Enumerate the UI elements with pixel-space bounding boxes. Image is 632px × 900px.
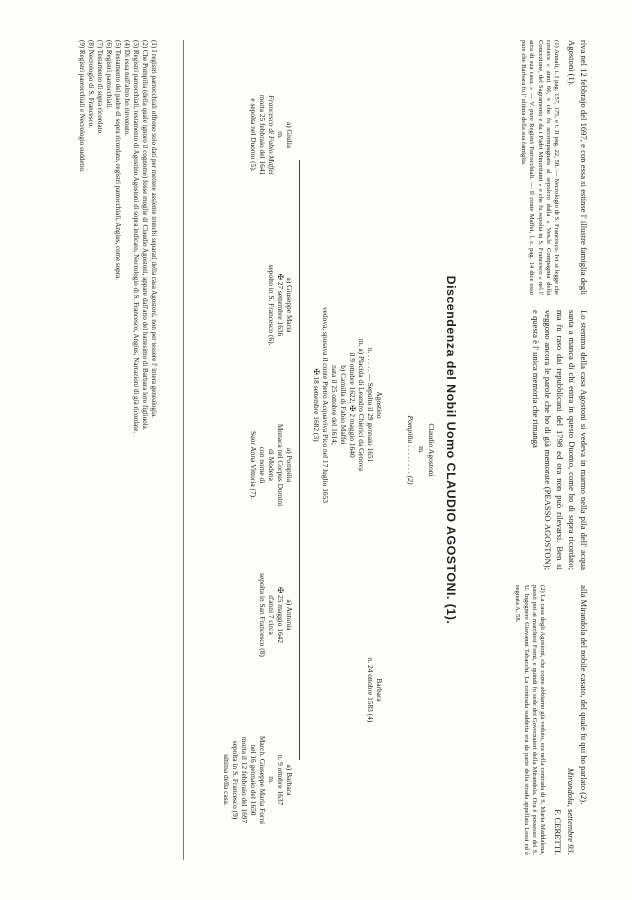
child-label: a) Pompilia — [285, 447, 294, 483]
child-line: March. Giuseppe Maria Forni — [258, 735, 267, 825]
agostino-line: ✠ 18 settembre 1682 (3) — [312, 368, 321, 442]
middle-paragraph: Lo stemma della casa Agostoni si vedeva in marmo nella pila dell' acqua santa a manca di chi entra in questo Duomo, come ho di sopra ricordato; ma fu raso dai repubblicani del 1798 ed ora non può rilevarsi. Ben si veggono ancora le parole che ho di già memorate (PEASSO AGOSTON); e questa è l' unica memoria che rimanga — [531, 310, 589, 570]
child-line: m. — [267, 776, 276, 784]
child-line: Francesco di Fabio Maffei — [267, 95, 276, 175]
footnote-5: (5) Testamento del padre di sopra ricordato, registri parrocchiali, Angius, come sopra. — [114, 40, 122, 280]
right-paragraph: alla Mirandola del nobile casato, del quale fu qui ho parlato (2). — [579, 585, 589, 805]
child-line: ✠ 25 maggio 1642 — [276, 586, 285, 644]
child-label: a) Barbara — [285, 764, 294, 796]
child-label: a) Giulia — [285, 121, 294, 149]
rotated-content — [36, 40, 596, 860]
child-line: ✠ 27 settembre 1636 — [276, 273, 285, 337]
child-line: sepolto in S. Francesco (6). — [267, 264, 276, 346]
footnote-separator — [183, 40, 184, 860]
agostino-line: nata il 25 ottobre del 1614; — [330, 365, 339, 445]
footnote-6: (6) Registri parrocchiali. — [105, 40, 113, 110]
person-barbara — [366, 600, 384, 780]
agostino-line: il 9 ottobre 1622; ✠ 2 maggio 1640 — [348, 352, 357, 458]
child-line: m. — [276, 131, 285, 139]
left-footnote: (1) Annali, t. I pag. 157, 175, e t. II pag. 22, 58. — Necrologio di S. Francesco. Ivi si legge che costava « anni 66, e che fu accompagnata al sepolcro dalla « Ven.le Compagnia della Concezione, del Sagramento e da i Padri Minoritanti » e che fu sepolta in S. Francesco « nel l' arca di sua casa. » — V. pure Registri Parrocchiali. — Il conte Maffei, l. c. pag. 14 dice esso pure che Barbara fu l' ultima della sua famiglia. — [520, 40, 560, 295]
left-paragraph: riva nel 12 febbrajo del 1697, e con essa si estinse l' illustre famiglia degli Agostoni (1). — [567, 40, 589, 295]
child-line: ultima della casa. — [222, 754, 231, 806]
child-line: Suor Anna Vittoria (7). — [249, 431, 258, 499]
footnote-9: (9) Registri parrocchiali e Necrologio suddetto. — [78, 40, 86, 173]
signature: F. CERETTI. — [553, 809, 563, 855]
child-line: Monaca nel Corpus Domini — [276, 423, 285, 507]
footnote-8: (8) Necrologio di S. Francesco. — [87, 40, 95, 128]
agostino-line: vedova, sposava il conte Pietro Acquaviva Pico nel 17 luglio 1653 — [321, 306, 330, 504]
child-line: di Modena — [267, 449, 276, 481]
root-name: Claudio Agostoni — [427, 423, 436, 477]
right-footnote: (2) La casa degli Agostoni, che come abbiamo già veduto, era nella contrada di S. Maria Maddalena, passò poi ai marchesi Forni, e quindi fu sede dei Governatori della Mirandola. Ora è possesso del S. U. Ingegnere Giovanni Tabacchi. La contrada suddetta era da parte della strada appellata Lossi ed è segnata A. 58. — [514, 585, 546, 855]
root-spouse: Pompilia . . . . . . . . (2) — [406, 415, 415, 485]
child-line: sepolta in San Francesco (8) — [258, 573, 267, 657]
child-line: con nome di — [258, 446, 267, 484]
text-column-middle — [529, 310, 590, 570]
child-antonia — [258, 540, 294, 690]
person-agostino — [312, 280, 384, 530]
child-label: a) Giuseppe Maria — [285, 277, 294, 333]
child-line: morta il 12 febbraio del 1697 — [240, 736, 249, 824]
child-line: d'anni 7 circa — [267, 595, 276, 635]
footnote-2: (2) Che Pompilia (della quale ignoro il cognome) fosse moglie di Claudio Agostoni, appare dall'atto del battesimo di Barbara loro figliuola. — [141, 40, 149, 431]
child-line: morta 25 febbraio del 1641 — [258, 94, 267, 176]
child-giulia — [249, 60, 294, 210]
dateline: Mirandola, settembre 93. — [566, 767, 576, 855]
child-label: a) Antonia — [285, 599, 294, 631]
root-m: m. — [417, 446, 426, 454]
connector-line — [299, 160, 300, 760]
barbara-line: n. 24 ottobre 1583 (4) — [366, 657, 375, 723]
agostino-line: m. a) Placida di Leandro Chierici da Genova — [357, 338, 366, 472]
child-pompilia — [249, 390, 294, 540]
footnote-1: (1) I registri parrocchiali offrono solo dati per mettere assieme tronchi separati della casa Agostoni, non per tessere l' intera genealogia. — [150, 40, 158, 418]
agostino-line: b) Camilla di Fabio Maffei — [339, 365, 348, 445]
genealogy-title: Discendenza del Nobil Uomo CLAUDIO AGOSTONI. (1). — [444, 275, 458, 625]
child-line: nel 16 gennaio del 1650 — [249, 744, 258, 816]
barbara-name: Barbara — [375, 678, 384, 702]
agostino-name: Agostino — [375, 391, 384, 419]
text-column-left — [518, 40, 590, 295]
footnote-4: (4) Di essa null'altro ho rinvenuto. — [123, 40, 131, 137]
child-line: n. 9 ottobre 1637 — [276, 754, 285, 806]
footnote-3: (3) Registri parrocchiali, testamento di Agostino Agostoni di sopra indicato, Necrologio di S. Francesco, Angius, Narrazioni di già ricordate. — [132, 40, 140, 434]
child-giuseppe-maria — [267, 230, 294, 380]
footnote-7: (7) Testamento di sopra ricordato. — [96, 40, 104, 135]
child-line: e sepolta nel Duomo (5). — [249, 98, 258, 172]
text-column-right — [512, 585, 590, 855]
agostino-line: n. . . . . . — Sepolto il 29 gennaio 1651 — [366, 347, 375, 463]
child-line: sepolta in S. Francesco (9) — [231, 740, 240, 820]
child-barbara — [222, 700, 294, 860]
